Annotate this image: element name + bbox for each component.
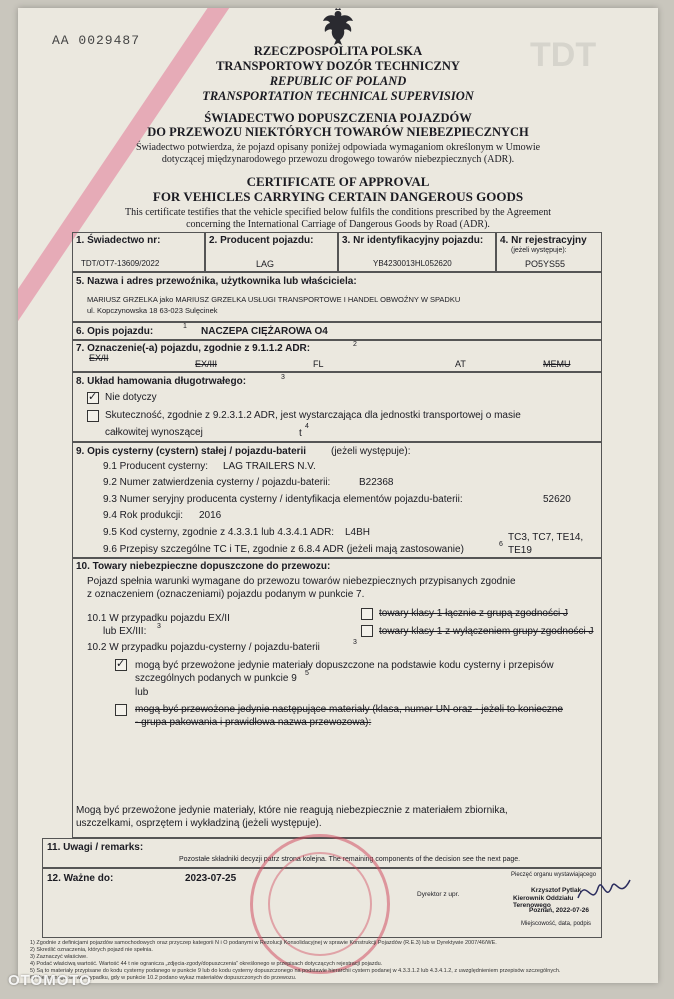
special-provisions-value-2: TE19 [508,545,532,556]
carrier-name: MARIUSZ GRZELKA jako MARIUSZ GRZELKA USŁUGI TRANSPORTOWE I HANDEL OBWOŹNY W SPADKU [87,295,461,304]
section-5-carrier: 5. Nazwa i adres przewoźnika, użytkownika lub właściciela: MARIUSZ GRZELKA jako MARIUSZ GRZELKA USŁUGI TRANSPORTOWE I HANDEL OBWOŹNY W SPADKU ul. Kopczynowska 18 63-023 Sulęcinek [72,272,602,322]
field-registration-number: 4. Nr rejestracyjny (jeżeli występuje): PO5YS55 [496,232,602,272]
polish-eagle-emblem [320,8,356,48]
section-6-vehicle-description: 6. Opis pojazdu: 1 NACZEPA CIĘŻAROWA O4 [72,322,602,340]
intro-pl-line1: Świadectwo potwierdza, że pojazd opisany poniżej odpowiada wymaganiom określonym w Umowie [135,142,541,153]
section-12-validity: 12. Ważne do: 2023-07-25 Dyrektor z upr. Pieczęć organu wystawiającego Krzysztof Pytlak Kierownik Oddziału Terenowego Poznań, 2022-07-26 Miejscowość, data, podpis [42,868,602,938]
tank-manufacturer-value: LAG TRAILERS N.V. [223,461,316,472]
handwritten-signature [574,868,634,918]
special-provisions-value: TC3, TC7, TE14, [508,532,584,543]
footnote: 3) Zaznaczyć właściwe. [30,954,88,960]
designation-code: EX/II [89,353,109,363]
field-certificate-number: 1. Świadectwo nr: TDT/OT7-13609/2022 [72,232,205,272]
tank-code-value: L4BH [345,527,371,538]
checkbox-tank-code-materials[interactable]: ✓ [116,658,126,670]
designation-code: FL [313,359,324,369]
tank-approval-number-value: B22368 [359,477,394,488]
footnote: 1) Zgodnie z definicjami pojazdów samochodowych oraz przyczep kategorii N i O podanymi w Rezolucji Konsolidacyjnej w sprawie Konstrukcji Pojazdów (R.E.3) lub w Dyrektywie 2007/46/WE. [30,940,497,946]
section-7-vehicle-designation: 7. Oznaczenie(-a) pojazdu, zgodnie z 9.1.1.2 ADR: 2 EX/II EX/III FL AT MEMU [72,340,602,372]
checkbox-class1-with-group-j[interactable] [361,608,373,620]
remarks-value: Pozostałe składniki decyzji patrz strona kolejna. The remaining components of the decision see the next page. [179,856,521,863]
vehicle-description-value: NACZEPA CIĘŻAROWA O4 [201,326,328,337]
vehicle-manufacturer-value: LAG [256,259,275,269]
section-9-tank-description: 9. Opis cysterny (cystern) stałej / pojazdu-baterii (jeżeli występuje): 9.1 Producent cysterny: LAG TRAILERS N.V. 9.2 Numer zatwierdzenia cysterny / pojazdu-baterii: B22368 9.3 Numer seryjny producenta cysterny / identyfikacja elementów pojazdu-baterii: 52620 9.4 Rok produkcji: 2016 9.5 Kod cysterny, zgodnie z 4.3.3.1 lub 4.3.4.1 ADR: L4BH 9.6 Przepisy szczególne TC i TE, zgodnie z 6.8.4 ADR (jeżeli mają zastosowanie) 6 TC3, TC7, TE14, TE19 [72,442,602,558]
header-pl-agency: TRANSPORTOWY DOZÓR TECHNICZNY [216,59,460,73]
section-11-remarks: 11. Uwagi / remarks: Pozostałe składniki decyzji patrz strona kolejna. The remaining components of the decision see the next page. [42,838,602,868]
registration-number-value: PO5YS55 [525,259,566,269]
footnote: 2) Skreślić oznaczenia, których pojazd nie spełnia. [30,947,153,953]
checkbox-not-applicable[interactable]: ✓ [88,391,98,403]
tank-serial-number-value: 52620 [543,494,571,505]
section-10-dangerous-goods: 10. Towary niebezpieczne dopuszczone do przewozu: Pojazd spełnia warunki wymagane do przewozu towarów niebezpiecznych przypisanych zgodnie z oznaczeniem (oznaczeniami) pojazdu podanym w punkcie 7. 10.1 W przypadku pojazdu EX/II lub EX/III: 3 towary klasy 1 łącznie z grupą zgodności J towary klasy 1 z wyłączeniem grupy zgodności J 10.2 W przypadku pojazdu-cysterny / pojazdu-baterii 3 ✓ mogą być przewożone jedynie materiały dopuszczone na podstawie kodu cysterny i przepisów szczególnych podanych w punkcie 9 5 lub mogą być przewożone jedynie następujące materiały (klasa, numer UN oraz - jeżeli to konieczne - grupa pakowania i prawidłowa nazwa przewozowa): Mogą być przewożone jedynie materiały, które nie reagują niebezpiecznie z materiałem zbiornika, uszczelkami, osprzętem i wykładziną (jeżeli występuje). [72,558,602,838]
checkbox-braking-effectiveness[interactable] [87,410,99,422]
designation-code: EX/III [195,359,218,369]
section-8-endurance-braking: 8. Układ hamowania długotrwałego: 3 ✓ Nie dotyczy Skuteczność, zgodnie z 9.2.3.1.2 ADR, jest wystarczająca dla jednostki transportowej o masie całkowitej wynoszącej t 4 [72,372,602,442]
serial-number: AA 0029487 [52,33,141,48]
carrier-address: ul. Kopczynowska 18 63-023 Sulęcinek [87,306,218,315]
tank-production-year-value: 2016 [199,510,222,521]
issue-place-date: Poznań, 2022-07-26 [529,907,589,914]
intro-pl-line2: dotyczącej międzynarodowego przewozu drogowego towarów niebezpiecznych (ADR). [161,154,515,165]
intro-en-line1: This certificate testifies that the vehicle specified below fulfils the conditions prescribed by the Agreement [125,207,551,218]
certificate-page [18,8,658,983]
tdt-watermark: TDT [530,36,597,74]
title-en-line2: FOR VEHICLES CARRYING CERTAIN DANGEROUS GOODS [152,189,524,204]
option-not-applicable: Nie dotyczy [105,392,157,403]
intro-en-line2: concerning the International Carriage of Dangerous Goods by Road (ADR). [186,219,490,230]
field-vin: 3. Nr identyfikacyjny pojazdu: YB4230013HL052620 [338,232,496,272]
title-pl-line2: DO PRZEWOZU NIEKTÓRYCH TOWARÓW NIEBEZPIECZNYCH [147,125,529,139]
certificate-number-value: TDT/OT7-13609/2022 [81,259,160,268]
header-en-country: REPUBLIC OF POLAND [269,74,407,88]
field-vehicle-manufacturer: 2. Producent pojazdu: LAG [205,232,338,272]
checkbox-listed-materials[interactable] [115,704,127,716]
footnote: 5) Są to materiały przypisane do kodu cysterny podanego w punkcie 9 lub do kodu cysterny dopuszczonego na podstawie hierarchii cystern podanej w 4.3.3.1.2 lub 4.3.4.1.2, z uwzględnieniem przepisów szczególnych. [30,968,561,974]
footnote: 4) Podać właściwą wartość. Wartość 44 t nie ogranicza „zdjęcia-zgody/dopuszczenia” określonego w przepisach dotyczących rejestracji pojazdu. [30,961,383,967]
title-pl-line1: ŚWIADECTWO DOPUSZCZENIA POJAZDÓW [204,111,472,125]
footnote: 6) Nie wymaga się w przypadku, gdy w punkcie 10.2 podano wykaz materiałów dopuszczonych do przewozu. [30,975,297,981]
designation-code: AT [455,359,466,369]
signatory-name: Krzysztof Pytlak [531,887,582,894]
title-en-line1: CERTIFICATE OF APPROVAL [246,174,430,189]
otomoto-watermark: OTOMOTO [8,972,92,989]
valid-until-value: 2023-07-25 [185,873,237,884]
vin-value: YB4230013HL052620 [373,259,452,268]
header-pl-country: RZECZPOSPOLITA POLSKA [253,44,423,58]
header-en-agency: TRANSPORTATION TECHNICAL SUPERVISION [202,89,474,103]
designation-code: MEMU [543,359,571,369]
checkbox-class1-without-group-j[interactable] [361,625,373,637]
signatory-position: Kierownik Oddziału Terenowego [513,895,574,909]
